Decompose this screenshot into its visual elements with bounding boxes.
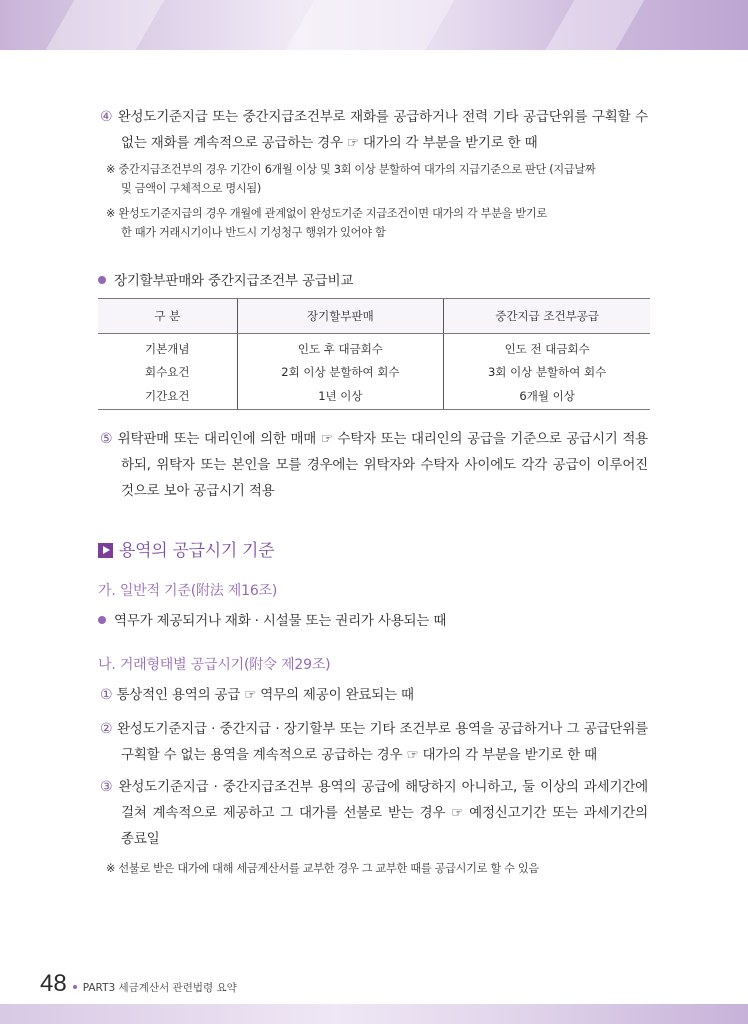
table-header: 중간지급 조건부공급 [444, 299, 650, 334]
item5-line2: 하되, 위탁자 또는 본인을 모를 경우에는 위탁자와 수탁자 사이에도 각각 공급이 이루어진 [121, 457, 648, 473]
service-item-3-number: ③ [100, 779, 114, 795]
item5-line3: 것으로 보아 공급시기 적용 [121, 483, 275, 499]
table-cell: 1년 이상 [237, 383, 444, 410]
note2-line1: ※ 완성도기준지급의 경우 개월에 관계없이 완성도기준 지급조건이면 대가의 각 부분을 받기로 [106, 207, 547, 220]
service-item-2-text-1: 완성도기준지급 · 중간지급 · 장기할부 또는 기타 조건부로 용역을 공급하거나 그 공급단위를 [116, 721, 648, 737]
service-item-2-line2: 구획할 수 없는 용역을 계속적으로 공급하는 경우 ☞ 대가의 각 부분을 받기로 한 때 [121, 747, 598, 763]
service-item-2-number: ② [100, 721, 113, 737]
note2-line2: 한 때가 거래시기이나 반드시 기성청구 행위가 있어야 함 [121, 226, 386, 239]
item4-line1 [100, 106, 648, 128]
subsection-b-title: 나. 거래형태별 공급시기(附令 제29조) [98, 657, 331, 673]
table-row [98, 360, 650, 383]
service-item-2-line1 [100, 718, 648, 740]
section-title-text: 용역의 공급시기 기준 [119, 541, 275, 561]
item4-line2: 없는 재화를 계속적으로 공급하는 경우 ☞ 대가의 각 부분을 받기로 한 때 [121, 135, 538, 151]
bottom-decorative-band [0, 1004, 748, 1024]
service-item-3-line2: 걸쳐 계속적으로 제공하고 그 대가를 선불로 받는 경우 ☞ 예정신고기간 또는 과세기간의 [121, 805, 648, 821]
bullet-a [98, 610, 446, 632]
table-header: 구 분 [98, 299, 237, 334]
item5-line1 [100, 428, 648, 450]
bullet-a-text: 역무가 제공되거나 재화 · 시설물 또는 권리가 사용되는 때 [114, 613, 447, 629]
table-row [98, 334, 650, 361]
service-item-3-text-1: 완성도기준지급 · 중간지급조건부 용역의 공급에 해당하지 아니하고, 둘 이상의 과세기간에 [118, 779, 648, 795]
table-row [98, 383, 650, 410]
bullet-icon [98, 616, 106, 624]
page-number: 48 [40, 970, 67, 997]
footer-part-label: PART3 세금계산서 관련법령 요약 [82, 982, 237, 994]
table-cell: 6개월 이상 [444, 383, 650, 410]
table-header: 장기할부판매 [237, 299, 444, 334]
table-cell: 3회 이상 분할하여 회수 [444, 360, 650, 383]
page-footer [40, 970, 237, 998]
item5-number: ⑤ [100, 431, 113, 447]
service-item-1 [100, 684, 414, 706]
table-cell: 회수요건 [145, 364, 190, 379]
bullet-icon [98, 276, 106, 284]
table-cell: 기본개념 [145, 341, 190, 356]
item4-number: ④ [100, 109, 113, 125]
service-item-3-line3: 종료일 [121, 831, 160, 847]
note1-line1: ※ 중간지급조건부의 경우 기간이 6개월 이상 및 3회 이상 분할하여 대가의 지급기준으로 판단 (지급날짜 [106, 163, 596, 176]
table-cell: 인도 후 대금회수 [237, 334, 444, 361]
table-cell: 2회 이상 분할하여 회수 [237, 360, 444, 383]
top-decorative-band [0, 0, 748, 50]
table-cell: 인도 전 대금회수 [444, 334, 650, 361]
table-header-row [98, 299, 650, 334]
item4-text-1: 완성도기준지급 또는 중간지급조건부로 재화를 공급하거나 전력 기타 공급단위를 구획할 수 [117, 109, 649, 125]
service-item-1-text: 통상적인 용역의 공급 ☞ 역무의 제공이 완료되는 때 [116, 687, 414, 703]
comparison-table [98, 298, 650, 410]
section-note: ※ 선불로 받은 대가에 대해 세금계산서를 교부한 경우 그 교부한 때를 공급시기로 할 수 있음 [106, 862, 539, 875]
subsection-a-title: 가. 일반적 기준(附法 제16조) [98, 583, 278, 599]
section-title [98, 536, 274, 561]
service-item-3-line1 [100, 776, 648, 798]
item5-text-1: 위탁판매 또는 대리인에 의한 매매 ☞ 수탁자 또는 대리인의 공급을 기준으로 공급시기 적용 [117, 431, 648, 447]
comparison-heading [98, 270, 353, 292]
footer-dot-icon [73, 985, 77, 989]
table-cell: 기간요건 [98, 383, 237, 410]
play-icon [98, 543, 113, 558]
comparison-heading-text: 장기할부판매와 중간지급조건부 공급비교 [114, 273, 354, 289]
note1-line2: 및 금액이 구체적으로 명시됨) [121, 182, 261, 195]
service-item-1-number: ① [100, 687, 113, 703]
